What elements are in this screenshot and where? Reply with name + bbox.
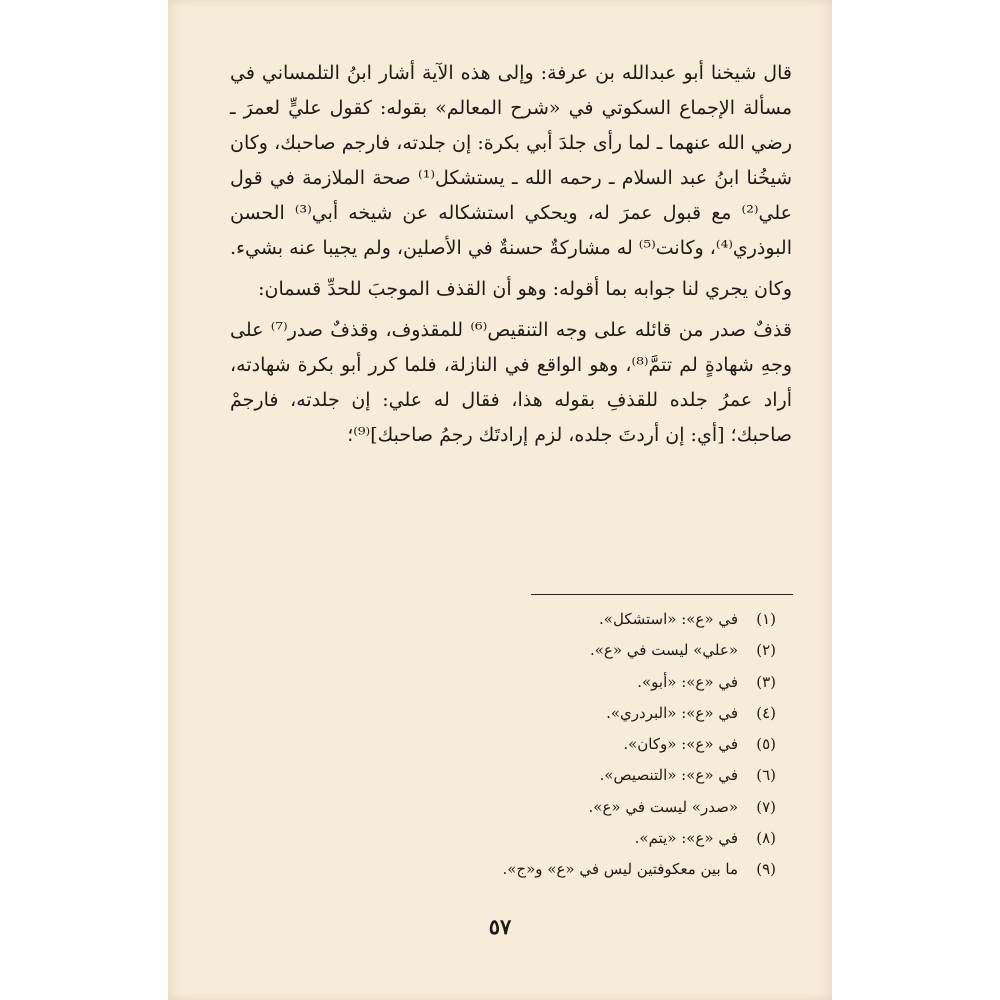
footnote-text: ما بين معكوفتين ليس في «ع» و«ج».	[502, 860, 738, 879]
footnote-7	[228, 792, 776, 823]
footnote-number: (١)	[756, 610, 776, 628]
footnote-number: (٥)	[756, 735, 776, 754]
footnote-9	[228, 854, 776, 885]
main-text	[230, 56, 792, 453]
footnote-text: في «ع»: «استشكل».	[599, 610, 738, 628]
footnote-number: (٦)	[756, 766, 776, 785]
footnote-separator	[531, 594, 793, 595]
footnote-text: في «ع»: «يتم».	[634, 829, 738, 848]
footnote-3	[228, 667, 776, 698]
footnote-text: في «ع»: «التنصيص».	[599, 766, 738, 785]
footnotes	[228, 604, 776, 886]
footnote-5	[228, 729, 776, 760]
book-page	[168, 0, 832, 1000]
footnote-4	[228, 698, 776, 729]
footnote-8	[228, 823, 776, 854]
paragraph-2: وكان يجري لنا جوابه بما أقوله: وهو أن القذف الموجبَ للحدِّ قسمان:	[258, 278, 792, 300]
footnote-1	[228, 604, 776, 635]
footnote-text: في «ع»: «أبو».	[637, 672, 738, 691]
footnote-number: (٧)	[756, 797, 776, 816]
paragraph-1: قال شيخنا أبو عبدالله بن عرفة: وإلى هذه الآية أشار ابنُ التلمساني في مسألة الإجماع السكوتي في «شرح المعالم» بقوله: كقول عليٍّ لعمرَ ـ رضي الله عنهما ـ لما رأى جلدَ أبي بكرة: إن جلدته، فارجم صاحبك، وكان شيخُنا ابنُ عبد السلام ـ رحمه الله ـ يستشكل⁽¹⁾ صحة الملازمة في قول علي⁽²⁾ مع قبول عمرَ له، ويحكي استشكاله عن شيخه أبي⁽³⁾ الحسن البوذري⁽⁴⁾، وكانت⁽⁵⁾ له مشاركةٌ حسنةٌ في الأصلين، ولم يجيبا عنه بشيء.	[230, 62, 792, 259]
footnote-number: (٣)	[756, 672, 776, 691]
paragraph-3: قذفٌ صدر من قائله على وجه التنقيص⁽⁶⁾ للمقذوف، وقذفٌ صدر⁽⁷⁾ على وجهِ شهادةٍ لم تتمَّ⁽⁸⁾، وهو الواقع في النازلة، فلما كرر أبو بكرة شهادته، أراد عمرُ جلده للقذفِ بقوله هذا، فقال له علي: إن جلدته، فارجمْ صاحبك؛ [أي: إن أردتَ جلده، لزم إرادتَك رجمُ صاحبك]⁽⁹⁾؛	[230, 319, 792, 446]
footnote-2	[228, 635, 776, 666]
footnote-text: «علي» ليست في «ع».	[589, 641, 738, 660]
footnote-number: (٤)	[756, 703, 776, 722]
footnote-text: في «ع»: «وكان».	[623, 735, 738, 754]
footnote-number: (٨)	[756, 829, 776, 848]
page-number: ٥٧	[488, 914, 512, 939]
footnote-text: «صدر» ليست في «ع».	[588, 797, 738, 816]
footnote-number: (٩)	[756, 860, 776, 879]
footnote-number: (٢)	[756, 641, 776, 660]
footnote-text: في «ع»: «البردري».	[606, 703, 738, 722]
footnote-6	[228, 760, 776, 791]
